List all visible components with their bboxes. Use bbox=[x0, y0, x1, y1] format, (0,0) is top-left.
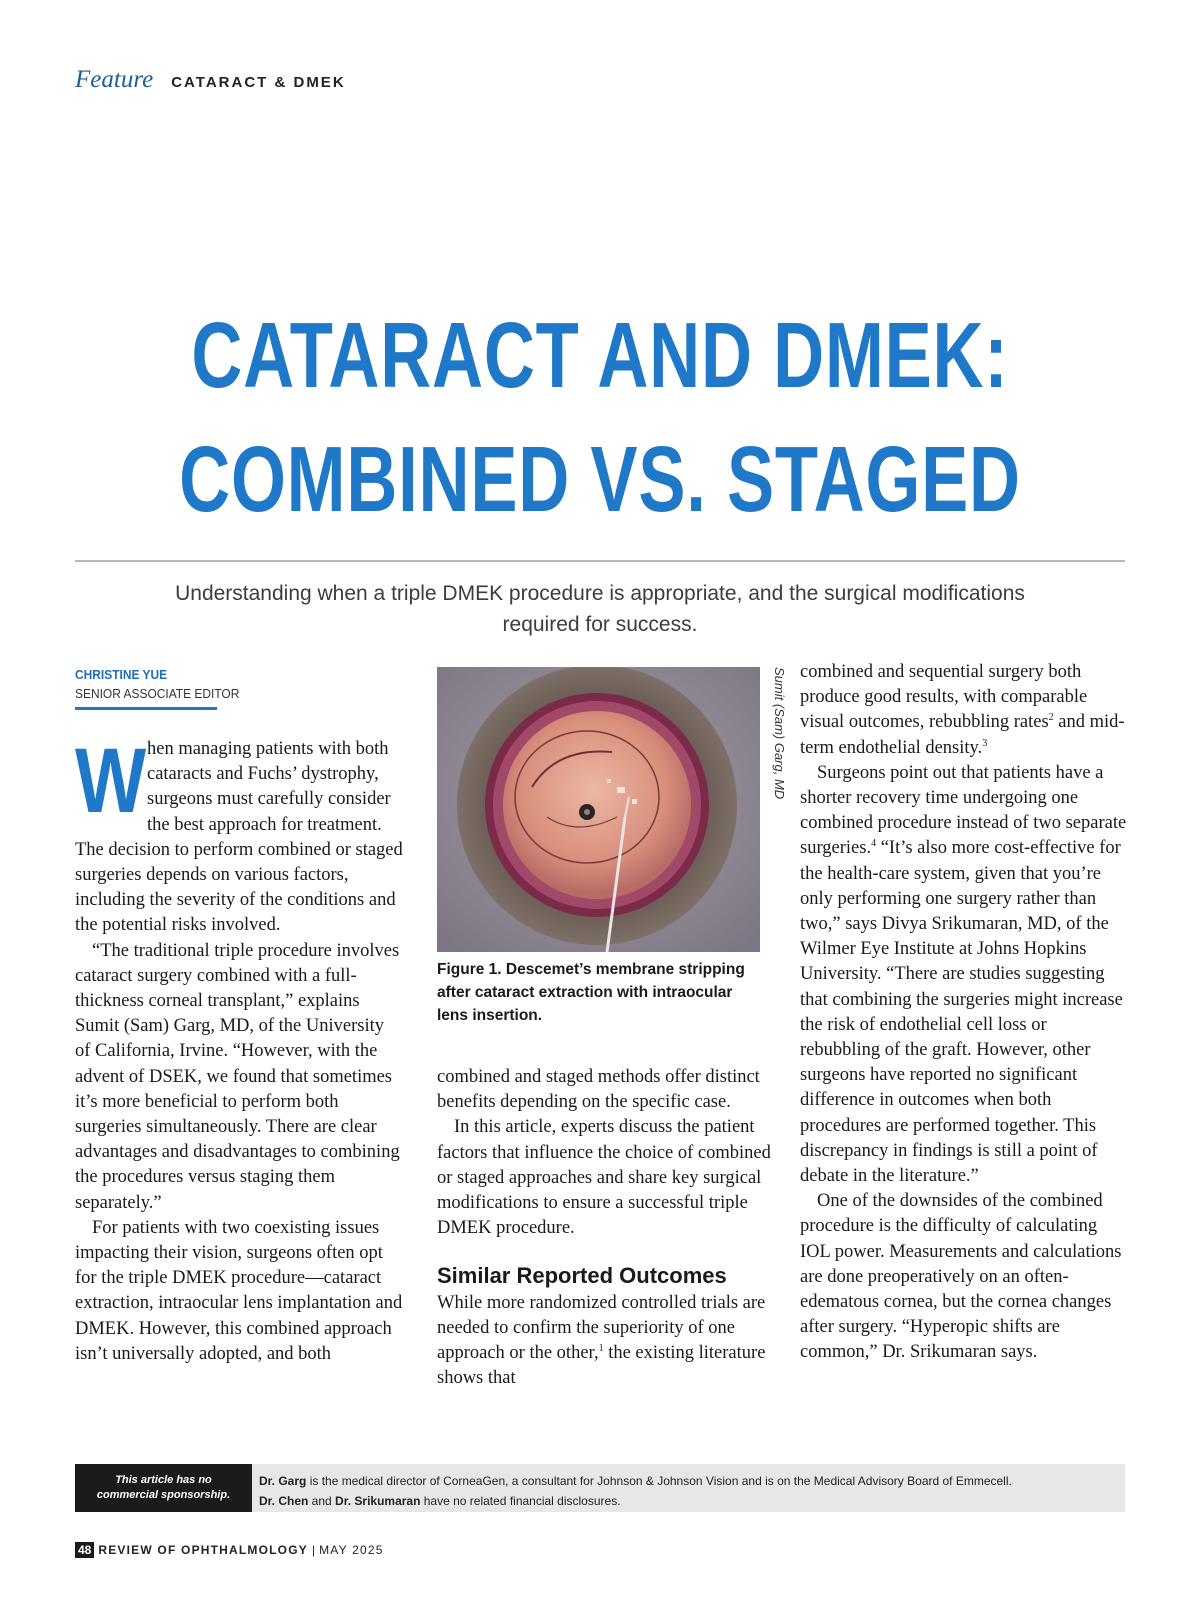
paragraph-text: and mid-term endothelial density. bbox=[800, 712, 1125, 758]
disclosure-bar bbox=[75, 1464, 1125, 1512]
sponsorship-tag bbox=[75, 1464, 252, 1512]
paragraph bbox=[800, 660, 1130, 761]
body-column-1 bbox=[75, 730, 403, 1367]
paragraph: combined and staged methods offer distinct benefits depending on the specific case. bbox=[437, 1067, 760, 1113]
body-column-2 bbox=[437, 1065, 772, 1391]
eye-surgery-image bbox=[437, 667, 760, 952]
disclosure-name: Dr. Chen bbox=[259, 1494, 309, 1508]
disclosure-detail: and bbox=[308, 1494, 336, 1508]
photo-credit-text: Sumit (Sam) Garg, MD bbox=[772, 667, 787, 800]
section-header bbox=[75, 66, 346, 96]
author-underline bbox=[75, 707, 217, 710]
author-name: CHRISTINE YUE bbox=[75, 667, 168, 682]
paragraph-text: combined and sequential surgery both produce good results, with comparable visual outcomes, rebubbling rates bbox=[800, 662, 1088, 733]
footer-separator: | bbox=[311, 1543, 316, 1557]
citation-ref: 2 bbox=[1048, 712, 1054, 724]
title-divider bbox=[75, 560, 1125, 562]
title-line-2: COMBINED VS. STAGED bbox=[179, 427, 1021, 531]
sponsorship-tag-line: commercial sponsorship. bbox=[96, 1489, 231, 1501]
paragraph: One of the downsides of the combined procedure is the difficulty of calculating IOL power. Measurements and calculations are done preoperatively on an often-edematous cornea, but the cornea changes after surgery. “Hyperopic shifts are common,” Dr. Srikumaran says. bbox=[800, 1191, 1122, 1363]
article-title bbox=[144, 293, 1056, 541]
paragraph: In this article, experts discuss the patient factors that influence the choice of combined or staged approaches and share key surgical modifications to ensure a successful triple DMEK procedure. bbox=[437, 1117, 771, 1239]
drop-cap: W bbox=[75, 730, 147, 832]
disclosure-text bbox=[259, 1471, 1119, 1511]
citation-ref: 4 bbox=[871, 838, 877, 850]
body-column-3 bbox=[800, 660, 1130, 1366]
paragraph: For patients with two coexisting issues impacting their vision, surgeons often opt for the triple DMEK procedure—cataract extraction, intraocular lens implantation and DMEK. However, this combined approach isn’t universally adopted, and both bbox=[75, 1217, 403, 1364]
paragraph bbox=[437, 1291, 772, 1392]
section-label: CATARACT & DMEK bbox=[171, 74, 346, 91]
magazine-name: REVIEW OF OPHTHALMOLOGY bbox=[98, 1543, 308, 1557]
feature-label: Feature bbox=[75, 66, 154, 93]
paragraph-text: Surgeons point out that patients have a shorter recovery time undergoing one combined procedure instead of two separate surgeries. bbox=[800, 762, 1127, 859]
citation-ref: 1 bbox=[598, 1342, 604, 1354]
paragraph bbox=[75, 730, 403, 939]
paragraph: “The traditional triple procedure involves cataract surgery combined with a full-thickness corneal transplant,” explains Sumit (Sam) Garg, MD, of the University of California, Irvine. “However, with the advent of DSEK, we found that sometimes it’s more beneficial to perform both surgeries simultaneously. There are clear advantages and disadvantages to combining the procedures versus staging them separately.” bbox=[75, 940, 400, 1213]
title-line-1: CATARACT AND DMEK: bbox=[191, 303, 1009, 407]
surgical-photo bbox=[437, 667, 760, 952]
disclosure-name: Dr. Srikumaran bbox=[335, 1494, 421, 1508]
disclosure-detail: is the medical director of CorneaGen, a consultant for Johnson & Johnson Vision and is on the Medical Advisory Board of Emmecell. bbox=[306, 1474, 1012, 1488]
paragraph-text: While more randomized controlled trials are needed to confirm the superiority of one approach or the other, bbox=[437, 1292, 766, 1364]
disclosure-detail: have no related financial disclosures. bbox=[420, 1494, 621, 1508]
page-number: 48 bbox=[75, 1542, 94, 1558]
author-byline bbox=[75, 667, 240, 710]
paragraph bbox=[800, 761, 1130, 1189]
citation-ref: 3 bbox=[982, 737, 988, 749]
issue-date: MAY 2025 bbox=[319, 1543, 384, 1557]
photo-credit bbox=[757, 667, 789, 817]
page-footer bbox=[75, 1542, 384, 1560]
disclosure-name: Dr. Garg bbox=[259, 1474, 307, 1488]
sponsorship-tag-line: This article has no bbox=[115, 1474, 212, 1486]
author-role: SENIOR ASSOCIATE EDITOR bbox=[75, 686, 240, 701]
section-heading: Similar Reported Outcomes bbox=[437, 1263, 727, 1289]
figure-caption: Figure 1. Descemet’s membrane stripping after cataract extraction with intraocular lens insertion. bbox=[437, 961, 745, 1024]
paragraph-text: the existing literature shows that bbox=[437, 1343, 766, 1389]
article-subtitle: Understanding when a triple DMEK procedure is appropriate, and the surgical modifications required for success. bbox=[175, 582, 1025, 636]
paragraph-text: “It’s also more cost-effective for the health-care system, given that you’re only performing one surgery rather than two,” says Divya Srikumaran, MD, of the Wilmer Eye Institute at Johns Hopkins University. “There are studies suggesting that combining the surgeries might increase the risk of endothelial cell loss or rebubbling of the graft. However, other surgeons have reported no significant difference in outcomes when both procedures are performed together. This discrepancy in findings is still a point of debate in the literature.” bbox=[800, 838, 1123, 1187]
paragraph-text: hen managing patients with both cataracts and Fuchs’ dystrophy, surgeons must carefully consider the best approach for treatment. The decision to perform combined or staged surgeries depends on various factors, including the severity of the conditions and the potential risks involved. bbox=[75, 739, 403, 936]
